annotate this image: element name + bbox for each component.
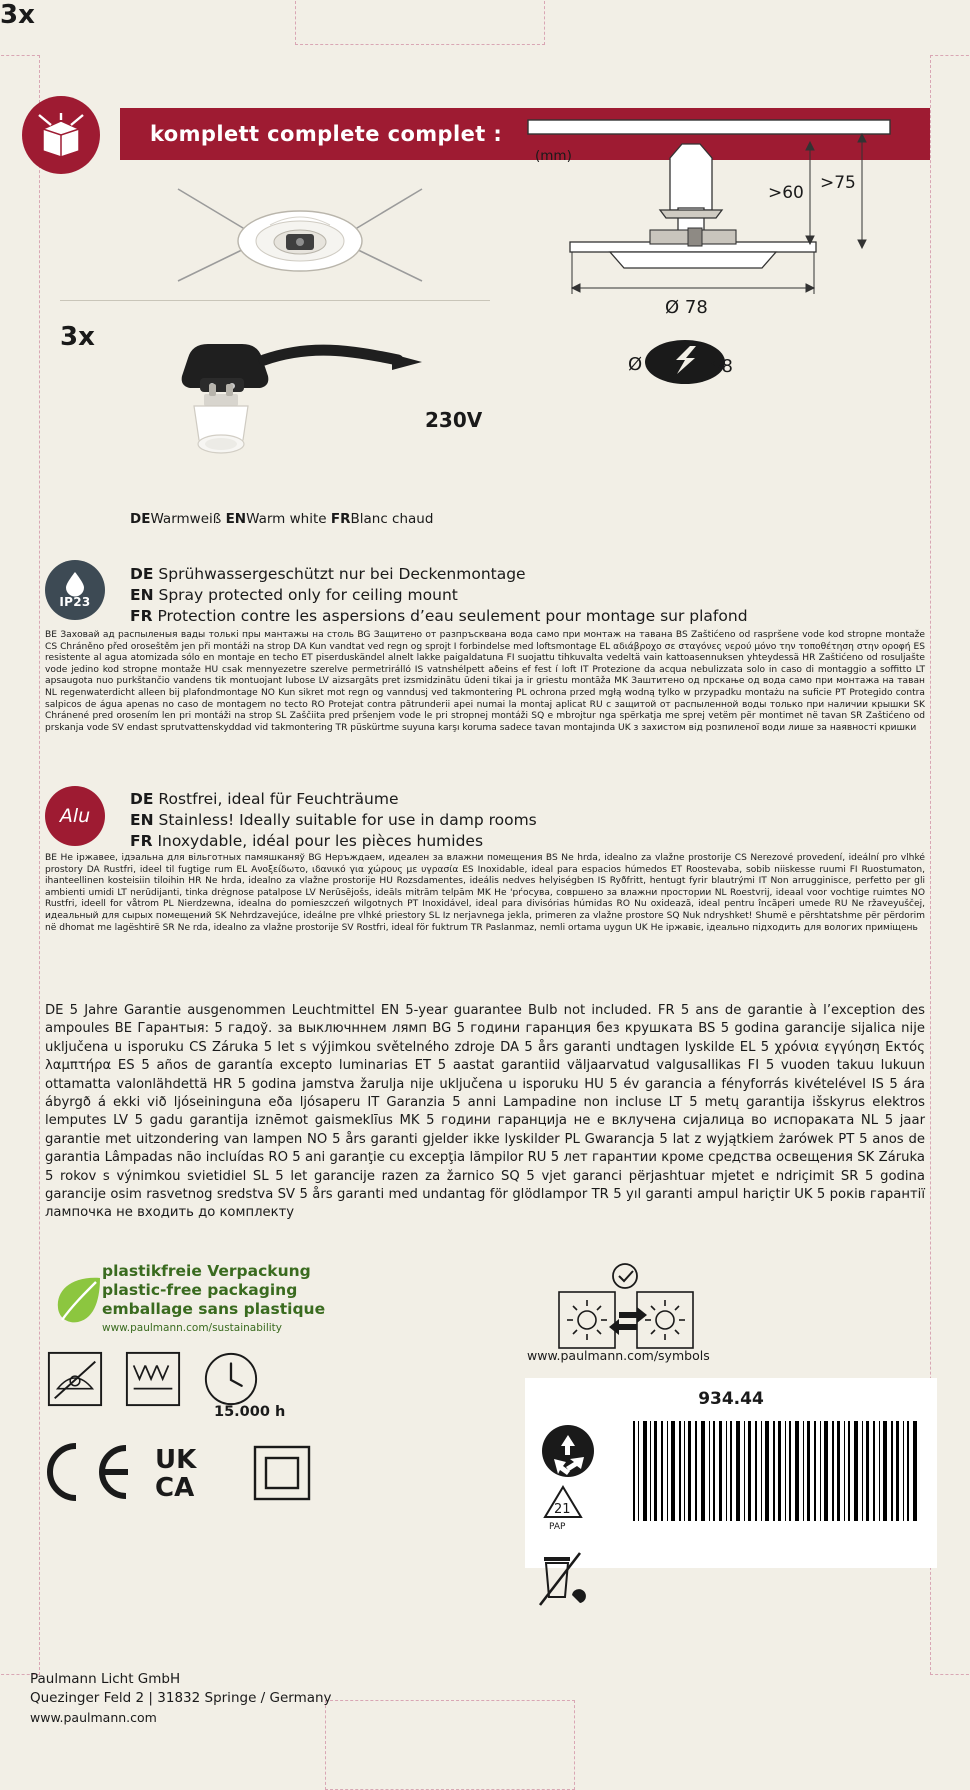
svg-text:Ø: Ø <box>628 354 643 375</box>
alu-fr-text: Inoxydable, idéal pour les pièces humides <box>157 832 484 850</box>
lamp-caption-de-code: DE <box>130 511 151 527</box>
svg-text:CA: CA <box>155 1473 195 1503</box>
quantity-lamp: 3x <box>60 322 95 352</box>
lifetime-clock-icon <box>202 1350 260 1408</box>
alu-en-code: EN <box>130 811 154 829</box>
ip-de-code: DE <box>130 565 154 583</box>
sustainability-line-de: plastikfreie Verpackung <box>102 1262 311 1280</box>
ukca-mark-icon <box>155 1442 235 1504</box>
alu-fineprint: BE Не іржавее, ідэальна для вільготных памяшканяў BG Неръждаем, идеален за влажни помещения BS Ne hrda, idealno za vlažne prostorije CS Nerezové provedení, ideální pro vlhké prostory DA Rustfri, ideel til fugtige rum EL Ανοξείδωτο, ιδανικό για χώρους με υγρασία ES Inoxidable, ideal para espacios húmedos ET Roostevaba, sobib niiskesse ruumi FI Ruostumaton, ihanteellinen kosteisiin tiloihin HR Ne hrda, idealno za vlažne prostorije HU Rozsdamentes, ideális nedves helyiségben IS Ryðfritt, hentugt fyrir blautrými IT Non arrugginisce, perfetto per gli ambienti umidi LT nerūdijanti, tinka drėgnose patalpose LV Nerūsējošs, ideāls mitrām telpām MK Не 'рѓосува, совршено за влажни простории NL Roestvrij, ideaal voor vochtige ruimtes NO Rustfri, ideell for våtrom PL Nierdzewna, idealna do pomieszczeń wilgotnych PT Inoxidável, ideal para divisórias húmidas RO Nu oxidează, ideal pentru încăperi umede RU Ne ržaveyuščej, идеальный для сырых помещений SK Nehrdzavejúce, ideálne pre vlhké priestory SL Iz nerjavnega jekla, primeren za vlažne prostore SQ Nuk ndryshket! Shumë e përshtatshme për përdorim në dhomat me lagështirë SR Ne rda, idealno za vlažne prostorije SV Rostfri, ideal för fuktrum TR Paslanmaz, nemli ortama uygun UK Не іржавіє, ідеально підходить для вологих приміщень <box>45 853 925 933</box>
barcode <box>631 1421 921 1539</box>
article-barcode-box <box>525 1378 937 1568</box>
ip-en-code: EN <box>130 586 154 604</box>
symbols-url[interactable]: www.paulmann.com/symbols <box>527 1348 710 1363</box>
sustainability-text <box>102 1262 325 1338</box>
ce-mark-icon <box>30 1440 142 1504</box>
dimmable-symbol-icon <box>525 1262 725 1352</box>
svg-text:UK: UK <box>155 1445 197 1475</box>
company-address: Quezinger Feld 2 | 31832 Springe / Germany <box>30 1690 332 1706</box>
sustainability-line-fr: emballage sans plastique <box>102 1300 326 1318</box>
sustainability-block <box>40 1262 340 1342</box>
ip-fr-code: FR <box>130 607 153 625</box>
svg-text:PAP: PAP <box>549 1522 566 1532</box>
alu-de-text: Rostfrei, ideal für Feuchträume <box>158 790 399 808</box>
company-name: Paulmann Licht GmbH <box>30 1671 181 1687</box>
unit-label: (mm) <box>535 148 572 164</box>
voltage-label: 230V <box>425 408 483 432</box>
material-badge-label: Alu <box>59 805 91 827</box>
contents-divider <box>60 300 490 301</box>
protection-class-2-icon <box>252 1444 312 1502</box>
waste-bin-crossed-icon <box>536 1549 586 1611</box>
no-insulation-cover-icon <box>46 1350 104 1408</box>
quantity-spotlight: 3x <box>0 0 35 30</box>
ip-block-text <box>130 564 748 627</box>
ip-fr-text: Protection contre les aspersions d’eau seulement pour montage sur plafond <box>157 607 748 625</box>
ip-de-text: Sprühwassergeschützt nur bei Deckenmontage <box>158 565 526 583</box>
svg-text:>75: >75 <box>820 173 856 193</box>
dimming-symbol-block <box>525 1262 725 1352</box>
alu-en-text: Stainless! Ideally suitable for use in damp rooms <box>158 811 537 829</box>
lamp-caption-en-code: EN <box>225 511 247 527</box>
water-drop-icon <box>64 571 86 595</box>
sustainability-line-en: plastic-free packaging <box>102 1281 298 1299</box>
lamp-caption-de: Warmweiß <box>150 511 226 527</box>
lifetime-label: 15.000 h <box>214 1404 286 1420</box>
crop-mark-bottom <box>325 1700 575 1790</box>
svg-text:68: 68 <box>710 356 733 377</box>
company-url[interactable]: www.paulmann.com <box>30 1710 157 1725</box>
complete-contents-label: komplett complete complet : <box>150 122 503 146</box>
ip-fineprint: BE Заховай ад распыленыя вады толькі пры мантажы на столь BG Защитено от разпръсквана вода само при монтаж на тавана BS Zaštićeno od raspršene vode kod stropne montaže CS Chráněno před oroseštěm jen při montáži na strop DA Kun vandtat ved regn og sprojt I forbindelse med loftsmontage EL αδιάβροχο σε σταγόνες νερού μόνο την τοποθέτηση στην οροφή ES resistente al agua atomizada sólo en montaje en techo ET piserduskändel alnelt lakke paigaldatuna FI suojattu tihkuvalta vedeltä vain kattoasennuksen yhteydessä HR Zaštićeno od rosuljašte vode jedino kod stropne montaže HU csak mennyezetre szerelve permetrirálló IS vatnshélpett aðeins ef fest í loft IT Protezione da acqua nebulizzata solo in caso di montaggio a soffitto LT apsaugota nuo purkštančio vandens tik montuojant lubose LV aizsargāts pret izsmidzinātu ūdeni tikai ja ir griestu montāža MK Заштитено од прскање од вода само при монтажа на таван NL regenwaterdicht alleen bij plafondmontage NO Kun sikret mot regn og vanndusj ved takmontering PL ochrona przed mgłą wodną tylko w przypadku montażu na suficie PT Protegido contra salpicos de água apenas no caso de montagem no tecto RO Protejat contra pătrunderii apei numai la montaj aplicat RU с защитой от распыленной воды только при наличии крышки SK Chránené pred orosením len pri montáži na strop SL Zaščiita pred pršenjem vode le pri stropnej montáži SQ e mbrojtur nga spërkatja me sprej vetëm për montimet në tavan SR Zaštićeno od prskanja vode SV endast sprutvattenskyddad vid takmontering TR püskürtme suyuna karşı koruma sadece tavan montajında UK з захистом від розпиленої води лише за наявності кришки <box>45 630 925 733</box>
lamp-caption-fr: Blanc chaud <box>350 511 434 527</box>
alu-block-text <box>130 789 537 852</box>
lamp-color-caption <box>130 511 433 527</box>
sustainability-url[interactable]: www.paulmann.com/sustainability <box>102 1322 282 1334</box>
technical-drawing <box>510 110 930 410</box>
crop-mark-left <box>0 55 40 1675</box>
company-block <box>30 1670 332 1727</box>
spotlight-illustration <box>170 185 430 295</box>
svg-text:21: 21 <box>554 1502 571 1517</box>
certification-row <box>30 1440 450 1520</box>
recycling-arrows-icon <box>540 1423 596 1479</box>
minimum-distance-icon <box>124 1350 182 1408</box>
alu-de-code: DE <box>130 790 154 808</box>
pap-21-icon <box>540 1483 586 1539</box>
material-badge <box>45 786 105 846</box>
ip-en-text: Spray protected only for ceiling mount <box>158 586 458 604</box>
lamp-caption-fr-code: FR <box>330 511 351 527</box>
svg-text:Ø 78: Ø 78 <box>665 297 708 318</box>
open-box-icon <box>22 96 100 174</box>
alu-fr-code: FR <box>130 832 153 850</box>
lamp-illustration <box>160 320 460 510</box>
ip-rating-badge <box>45 560 105 620</box>
warranty-text: DE 5 Jahre Garantie ausgenommen Leuchtmittel EN 5-year guarantee Bulb not included. FR 5 ans de garantie à l’exception des ampoules BE Гарантыя: 5 гадоў. за выключннем лямп BG 5 години гаранция без крушката BS 5 godina garancije sijalica nije uključena u isporuku CS Záruka 5 let s výjimkou světelného zdroje DA 5 års garanti undtagen lyskilde EL 5 χρόνια εγγύηση Εκτός λαμπτήρα ES 5 años de garantía excepto luminarias ET 5 aastat garantiid väljaarvatud valgusallikas FI 5 vuoden takuu lukuun ottamatta valonlähdettä HR 5 godina jamstva žarulja nije uključena u isporuku HU 5 év garancia a fényforrás kivételével IS 5 ára ábyrgð á ekki við ljóseininguna eða ljósaperu IT Garanzia 5 anni Lampadine non incluse LT 5 metų garantija išskyrus elektros lemputes LV 5 gadu garantija iznēmot gaismeklīus MK 5 години гаранција не е вклучена сијалица во испораката NL 5 jaar garantie met uitzondering van lampen NO 5 års garanti gjelder ikke lyskilder PL Gwarancja 5 lat z wyjątkiem żarówek PT 5 anos de garantia Lâmpadas não incluídas RO 5 ani garanţie cu excepţia lămpilor RU 5 лет гарантии кроме средства освещения SK Záruka 5 rokov s výnimkou svietidiel SL 5 let garancije razen za žarnico SQ 5 vjet garanci përjashtuar mjetet e ndriçimit SR 5 godina garancije osim rasvetnog sredstva SV 5 års garanti med undantag för glödlampor TR 5 yıl garanti ampul hariçtir UK 5 років гарантії лампочка не входить до комплекту <box>45 1003 925 1221</box>
crop-mark-top <box>295 0 545 45</box>
lamp-caption-en: Warm white <box>246 511 331 527</box>
leaf-icon <box>50 1272 106 1328</box>
svg-text:>60: >60 <box>768 183 804 203</box>
ip-rating-label: IP23 <box>59 595 91 609</box>
article-number: 934.44 <box>698 1389 764 1409</box>
